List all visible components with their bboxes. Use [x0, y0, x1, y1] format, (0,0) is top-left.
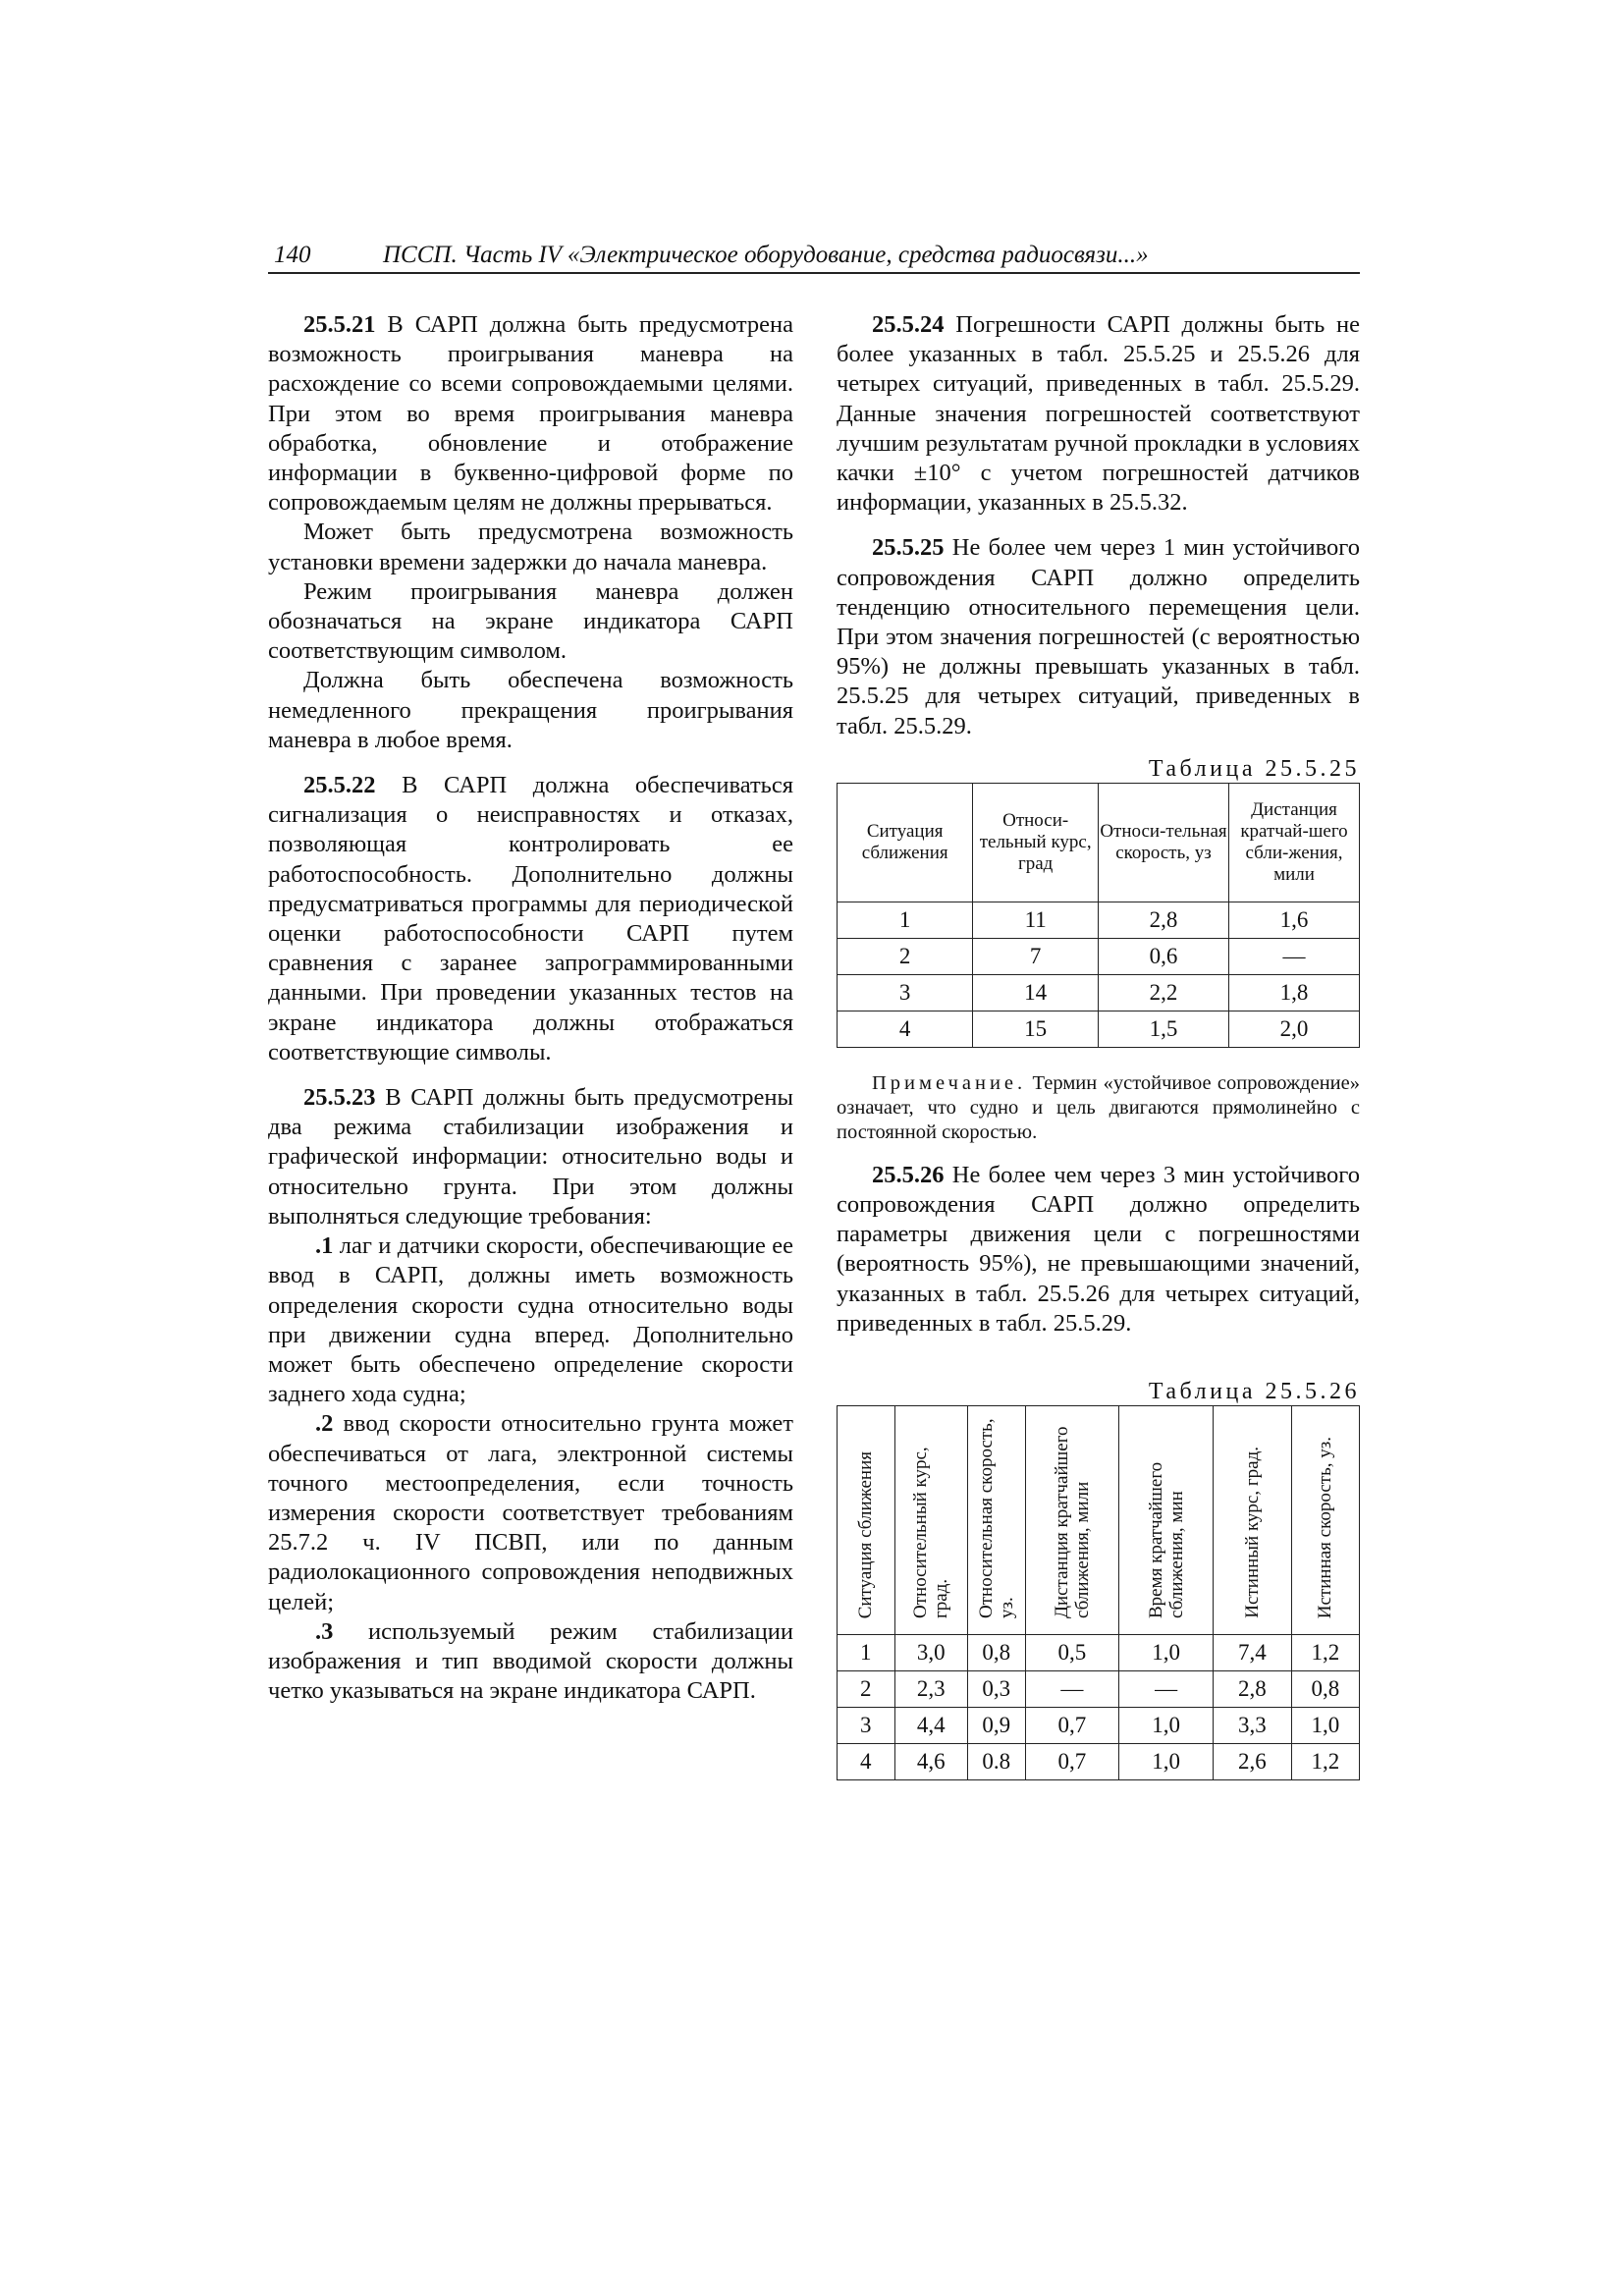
item-number: .2 — [315, 1410, 334, 1438]
table-cell: 1,0 — [1119, 1635, 1214, 1671]
table-header-row — [838, 783, 1360, 902]
column-header — [838, 1406, 895, 1635]
table-cell: 15 — [973, 1011, 1099, 1047]
table-cell: — — [1228, 938, 1359, 974]
table-cell: 1,8 — [1228, 974, 1359, 1011]
table-cell: 1,6 — [1228, 902, 1359, 938]
clause-number: 25.5.24 — [872, 311, 945, 338]
header-text: Относительный курс, град. — [910, 1447, 952, 1618]
paragraph-25-5-21 — [268, 310, 793, 518]
table-row — [838, 938, 1360, 974]
paragraph-text: В САРП должна быть предусмотрена возможность проигрывания маневра на расхождение со всеми сопровождаемыми целями. При этом во время проигрывания маневра обработка, обновление и отображение информации в буквенно-цифровой форме по сопровождаемым целям не должны прерываться. — [268, 311, 793, 517]
table-cell: 4,6 — [894, 1744, 967, 1780]
column-header: Дистанция кратчай-шего сбли-жения, мили — [1228, 783, 1359, 902]
running-title: ПССП. Часть IV «Электрическое оборудование, средства радиосвязи...» — [383, 242, 1149, 268]
table-cell: 1,0 — [1119, 1744, 1214, 1780]
paragraph-text: Не более чем через 1 мин устойчивого сопровождения САРП должно определить тенденцию относительного перемещения цели. При этом значения погрешностей (с вероятностью 95%) не должны превышать указанных в табл. 25.5.25 для четырех ситуаций, приведенных в табл. 25.5.29. — [837, 534, 1360, 739]
clause-number: 25.5.22 — [303, 772, 376, 799]
clause-number: 25.5.26 — [872, 1161, 945, 1188]
item-number: .3 — [315, 1617, 334, 1645]
paragraph: Должна быть обеспечена возможность немедленного прекращения проигрывания маневра в любое время. — [268, 667, 793, 753]
paragraph-25-5-24 — [837, 310, 1360, 518]
clause-number: 25.5.23 — [303, 1084, 376, 1112]
paragraph-text: ввод скорости относительно грунта может обеспечиваться от лага, электронной системы точного местоопределения, если точность измерения скорости соответствует требованиям 25.7.2 ч. IV ПСВП, или по данным радиолокационного сопровождения неподвижных целей; — [268, 1410, 793, 1615]
table-cell: 11 — [973, 902, 1099, 938]
table-cell: — — [1119, 1671, 1214, 1708]
column-header — [1119, 1406, 1214, 1635]
column-header — [1025, 1406, 1119, 1635]
left-column — [268, 310, 793, 1706]
table-cell: 4,4 — [894, 1708, 967, 1744]
table-cell: 14 — [973, 974, 1099, 1011]
paragraph-text: лаг и датчики скорости, обеспечивающие ее ввод в САРП, должны иметь возможность определения скорости судна относительно воды при движении судна вперед. Дополнительно может быть обеспечено определение скорости заднего хода судна; — [268, 1232, 793, 1408]
note-text: Термин «устойчивое сопровождение» означает, что судно и цель двигаются прямолинейно с постоянной скоростью. — [837, 1071, 1360, 1143]
table-cell: 0,8 — [1291, 1671, 1359, 1708]
table-cell: 1 — [838, 1635, 895, 1671]
table-cell: 1 — [838, 902, 973, 938]
table-row — [838, 1671, 1360, 1708]
page-number: 140 — [274, 242, 311, 268]
table-cell: 4 — [838, 1744, 895, 1780]
table-cell: 0,6 — [1098, 938, 1228, 974]
table-cell: 2 — [838, 938, 973, 974]
paragraph-25-5-25 — [837, 533, 1360, 740]
clause-number: 25.5.25 — [872, 534, 945, 562]
column-header — [894, 1406, 967, 1635]
list-item-1 — [268, 1231, 793, 1409]
table-header-row — [838, 1406, 1360, 1635]
paragraph-25-5-26 — [837, 1161, 1360, 1339]
table-25-5-25 — [837, 783, 1360, 1048]
table-cell: 1,5 — [1098, 1011, 1228, 1047]
table-cell: 2,0 — [1228, 1011, 1359, 1047]
column-header: Ситуация сближения — [838, 783, 973, 902]
table-cell: 1,2 — [1291, 1744, 1359, 1780]
table-cell: 2,3 — [894, 1671, 967, 1708]
table-caption: Таблица 25.5.25 — [1148, 755, 1360, 782]
header-text: Ситуация сближения — [855, 1450, 877, 1618]
table-row — [838, 1635, 1360, 1671]
table-25-5-26 — [837, 1405, 1360, 1780]
header-text: Истинная скорость, уз. — [1315, 1436, 1336, 1618]
paragraph-text: В САРП должны быть предусмотрены два режима стабилизации изображения и графической информации: относительно воды и относительно грунта. При этом должны выполняться следующие требования: — [268, 1084, 793, 1230]
list-item-2 — [268, 1409, 793, 1616]
paragraph-25-5-22 — [268, 771, 793, 1067]
paragraph-25-5-23 — [268, 1083, 793, 1231]
header-text: Дистанция кратчайшего сближения, мили — [1051, 1426, 1093, 1618]
clause-number: 25.5.21 — [303, 311, 376, 338]
running-header — [268, 239, 1360, 274]
table-cell: 2 — [838, 1671, 895, 1708]
column-header — [1214, 1406, 1292, 1635]
table-row — [838, 974, 1360, 1011]
paragraph-text: В САРП должна обеспечиваться сигнализация о неисправностях и отказах, позволяющая контролировать ее работоспособность. Дополнительно должны предусматриваться программы для периодической оценки работоспособности САРП путем сравнения с заранее запрограммированными данными. При проведении указанных тестов на экране индикатора должны отображаться соответствующие символы. — [268, 772, 793, 1066]
table-row — [838, 1744, 1360, 1780]
table-cell: 0,7 — [1025, 1744, 1119, 1780]
paragraph-text: Не более чем через 3 мин устойчивого сопровождения САРП должно определить параметры движения цели с погрешностями (вероятность 95%), не превышающими значений, указанных в табл. 25.5.26 для четырех ситуаций, приведенных в табл. 25.5.29. — [837, 1161, 1360, 1337]
paragraph: Режим проигрывания маневра должен обозначаться на экране индикатора САРП соответствующим символом. — [268, 577, 793, 665]
header-text: Относительная скорость, уз. — [975, 1418, 1017, 1618]
header-text: Время кратчайшего сближения, мин — [1145, 1461, 1187, 1618]
table-note — [837, 1071, 1360, 1145]
column-header — [1291, 1406, 1359, 1635]
table-cell: 0,3 — [967, 1671, 1025, 1708]
table-cell: 2,2 — [1098, 974, 1228, 1011]
table-cell: 7 — [973, 938, 1099, 974]
table-cell: 3 — [838, 974, 973, 1011]
column-header: Относи-тельный курс, град — [973, 783, 1099, 902]
table-cell: 0,9 — [967, 1708, 1025, 1744]
table-cell: 0.8 — [967, 1744, 1025, 1780]
table-cell: 0,7 — [1025, 1708, 1119, 1744]
table-cell: 3,0 — [894, 1635, 967, 1671]
table-cell: 0,5 — [1025, 1635, 1119, 1671]
table-cell: 1,2 — [1291, 1635, 1359, 1671]
paragraph-text: Погрешности САРП должны быть не более указанных в табл. 25.5.25 и 25.5.26 для четырех ситуаций, приведенных в табл. 25.5.29. Данные значения погрешностей соответствуют лучшим результатам ручной прокладки в условиях качки ±10° с учетом погрешностей датчиков информации, указанных в 25.5.32. — [837, 311, 1360, 517]
note-label: Примечание. — [872, 1071, 1027, 1094]
table-cell: 2,8 — [1214, 1671, 1292, 1708]
table-cell: 3,3 — [1214, 1708, 1292, 1744]
right-column — [837, 310, 1360, 1780]
table-cell: 1,0 — [1119, 1708, 1214, 1744]
table-cell: 1,0 — [1291, 1708, 1359, 1744]
column-header — [967, 1406, 1025, 1635]
table-cell: 2,6 — [1214, 1744, 1292, 1780]
table-row — [838, 1708, 1360, 1744]
list-item-3 — [268, 1617, 793, 1707]
table-cell: 2,8 — [1098, 902, 1228, 938]
item-number: .1 — [315, 1232, 334, 1260]
table-cell: — — [1025, 1671, 1119, 1708]
table-row — [838, 1011, 1360, 1047]
table-cell: 7,4 — [1214, 1635, 1292, 1671]
table-cell: 0,8 — [967, 1635, 1025, 1671]
header-text: Истинный курс, град. — [1241, 1447, 1263, 1618]
table-row — [838, 902, 1360, 938]
table-caption: Таблица 25.5.26 — [1148, 1379, 1360, 1405]
paragraph: Может быть предусмотрена возможность установки времени задержки до начала маневра. — [268, 519, 793, 575]
table-cell: 3 — [838, 1708, 895, 1744]
table-cell: 4 — [838, 1011, 973, 1047]
paragraph-text: используемый режим стабилизации изображения и тип вводимой скорости должны четко указываться на экране индикатора САРП. — [268, 1617, 793, 1705]
column-header: Относи-тельная скорость, уз — [1098, 783, 1228, 902]
